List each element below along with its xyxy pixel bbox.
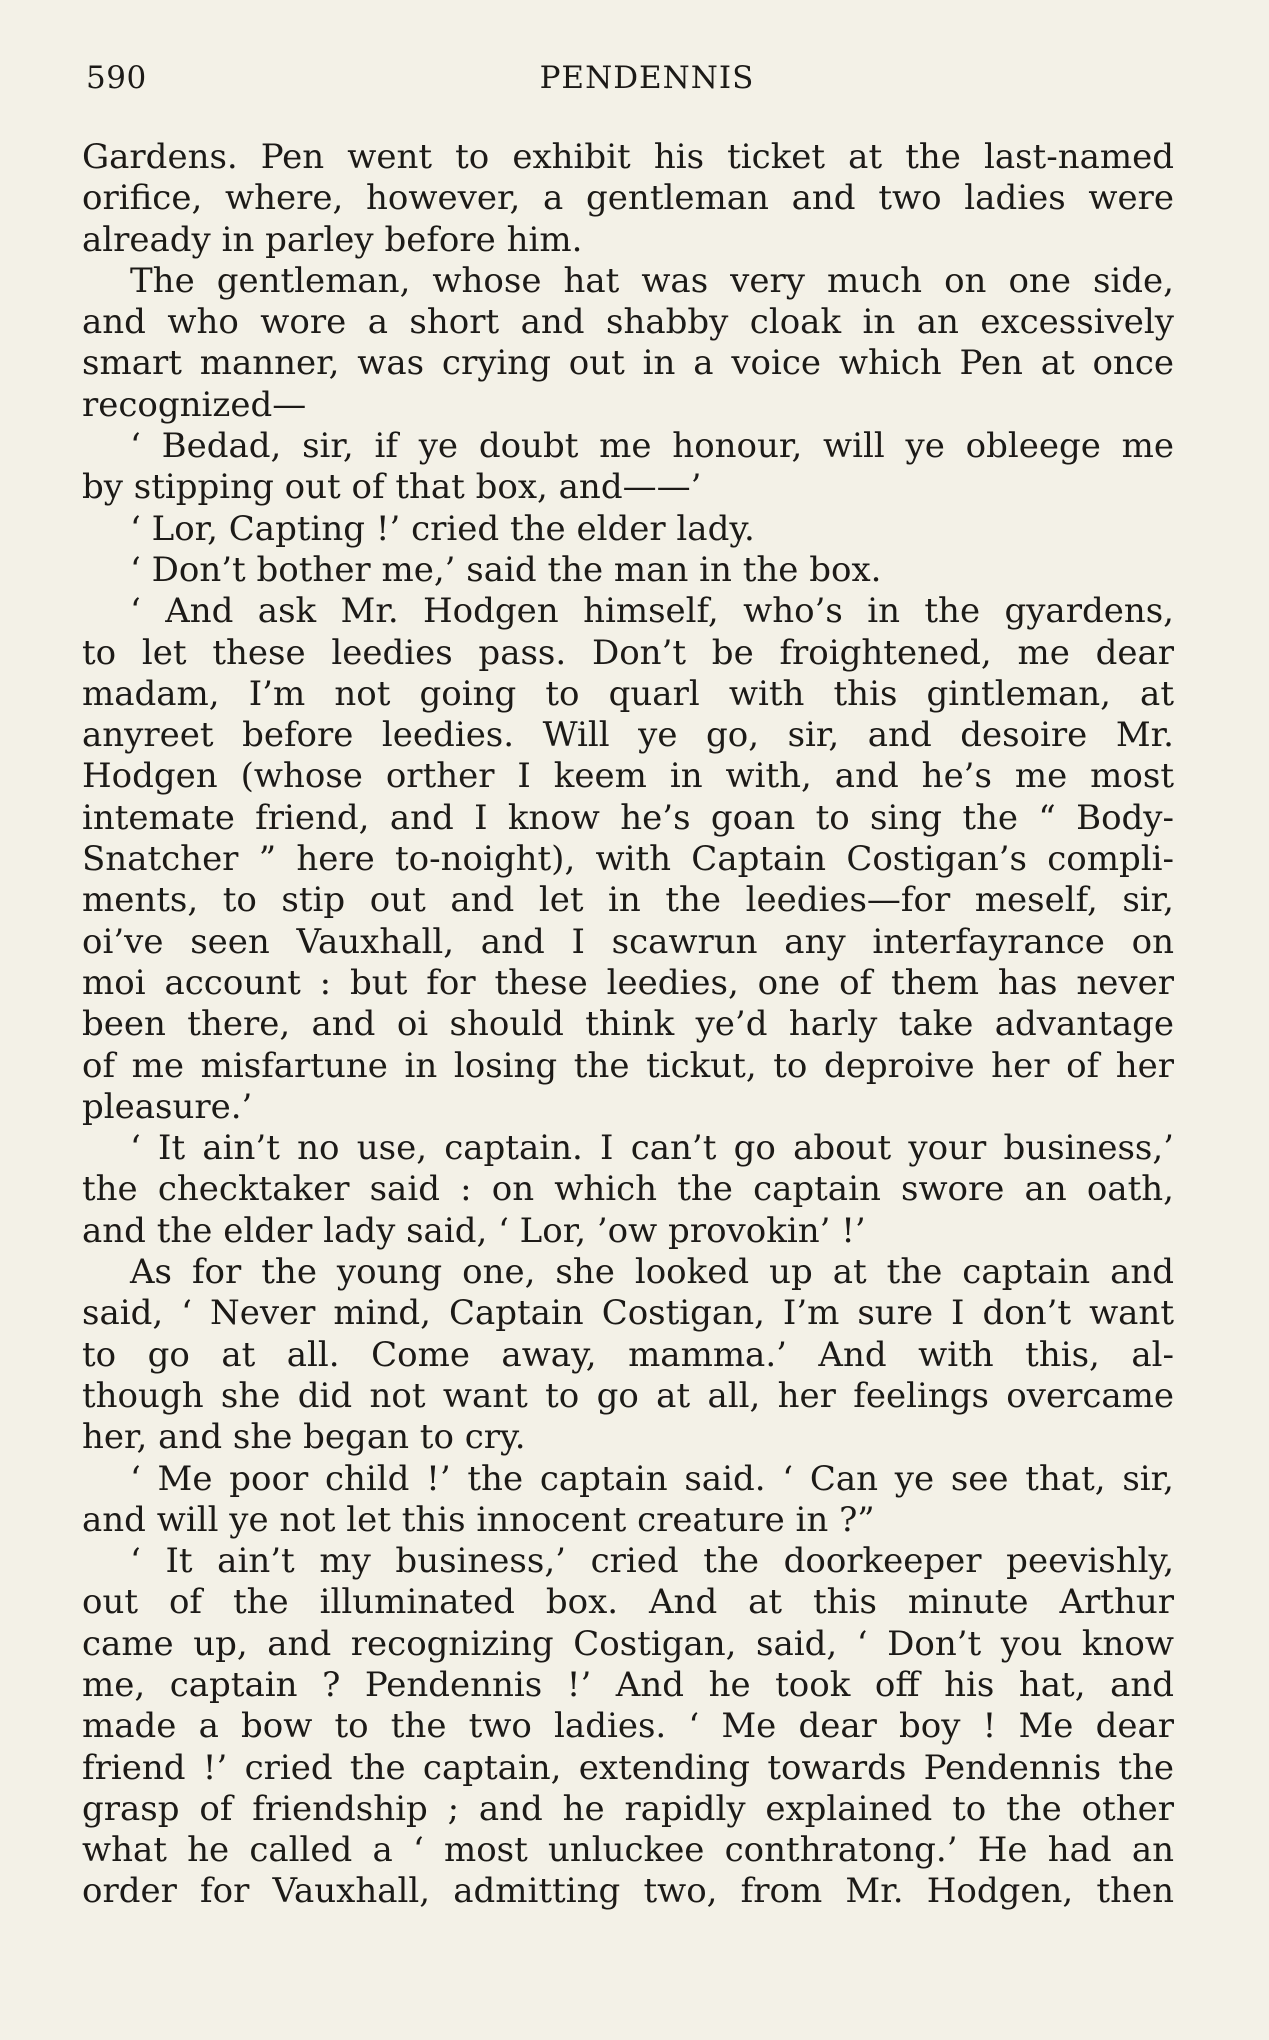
text-line: ‘ And ask Mr. Hodgen himself, who’s in the gyardens, <box>130 591 1174 632</box>
text-line: and who wore a short and shabby cloak in an excessively <box>82 302 1174 343</box>
text-line: The gentleman, whose hat was very much on one side, <box>130 260 1174 301</box>
text-line: Snatcher ” here to-noight), with Captain Costigan’s compli- <box>82 839 1174 880</box>
text-line: madam, I’m not going to quarl with this gintleman, at <box>82 673 1174 714</box>
text-line: been there, and oi should think ye’d harly take advantage <box>82 1004 1174 1045</box>
text-line: Hodgen (whose orther I keem in with, and he’s me most <box>82 756 1174 797</box>
text-line: ‘ It ain’t no use, captain. I can’t go about your business,’ <box>130 1128 1174 1169</box>
page-number: 590 <box>86 60 147 96</box>
running-title: PENDENNIS <box>539 60 755 96</box>
text-line: though she did not want to go at all, her feelings overcame <box>82 1375 1174 1416</box>
text-line: Gardens. Pen went to exhibit his ticket at the last-named <box>82 137 1174 177</box>
text-line: order for Vauxhall, admitting two, from Mr. Hodgen, then <box>82 1871 1174 1912</box>
text-line: As for the young one, she looked up at the captain and <box>130 1252 1174 1293</box>
text-line: already in parley before him. <box>82 219 583 260</box>
text-line: said, ‘ Never mind, Captain Costigan, I’m sure I don’t want <box>82 1293 1174 1334</box>
text-line: ‘ Don’t bother me,’ said the man in the box. <box>130 549 882 590</box>
text-line: smart manner, was crying out in a voice which Pen at once <box>82 343 1174 384</box>
text-line: ‘ It ain’t my business,’ cried the doorkeeper peevishly, <box>130 1541 1174 1582</box>
text-line: out of the illuminated box. And at this minute Arthur <box>82 1582 1174 1623</box>
text-line: of me misfartune in losing the tickut, to deproive her of her <box>82 1045 1174 1086</box>
text-line: and will ye not let this innocent creature in ?” <box>82 1499 875 1540</box>
text-line: orifice, where, however, a gentleman and two ladies were <box>82 178 1174 219</box>
text-line: friend !’ cried the captain, extending towards Pendennis the <box>82 1747 1174 1788</box>
text-line: what he called a ‘ most unluckee conthratong.’ He had an <box>82 1830 1174 1871</box>
text-line: grasp of friendship ; and he rapidly explained to the other <box>82 1788 1174 1829</box>
text-line: anyreet before leedies. Will ye go, sir, and desoire Mr. <box>82 715 1174 756</box>
text-line: ‘ Bedad, sir, if ye doubt me honour, will ye obleege me <box>130 426 1174 467</box>
text-line: her, and she began to cry. <box>82 1417 526 1458</box>
text-line: came up, and recognizing Costigan, said, ‘ Don’t you know <box>82 1623 1174 1664</box>
text-line: the checktaker said : on which the captain swore an oath, <box>82 1169 1174 1210</box>
body-text <box>82 137 1174 1913</box>
text-line: pleasure.’ <box>82 1086 253 1127</box>
text-line: to go at all. Come away, mamma.’ And with this, al- <box>82 1334 1174 1375</box>
text-line: to let these leedies pass. Don’t be froightened, me dear <box>82 632 1174 673</box>
text-line: ments, to stip out and let in the leedies—for meself, sir, <box>82 880 1174 921</box>
text-line: recognized— <box>82 384 307 425</box>
text-line: moi account : but for these leedies, one of them has never <box>82 962 1174 1003</box>
text-line: intemate friend, and I know he’s goan to sing the “ Body- <box>82 797 1174 838</box>
text-line: made a bow to the two ladies. ‘ Me dear boy ! Me dear <box>82 1706 1174 1747</box>
text-line: ‘ Me poor child !’ the captain said. ‘ Can ye see that, sir, <box>130 1458 1174 1499</box>
page-header <box>86 60 1168 100</box>
text-line: oi’ve seen Vauxhall, and I scawrun any interfayrance on <box>82 921 1174 962</box>
text-line: and the elder lady said, ‘ Lor, ’ow provokin’ !’ <box>82 1210 866 1251</box>
text-line: by stipping out of that box, and——’ <box>82 467 702 508</box>
text-line: ‘ Lor, Capting !’ cried the elder lady. <box>130 508 755 549</box>
text-line: me, captain ? Pendennis !’ And he took off his hat, and <box>82 1664 1174 1705</box>
